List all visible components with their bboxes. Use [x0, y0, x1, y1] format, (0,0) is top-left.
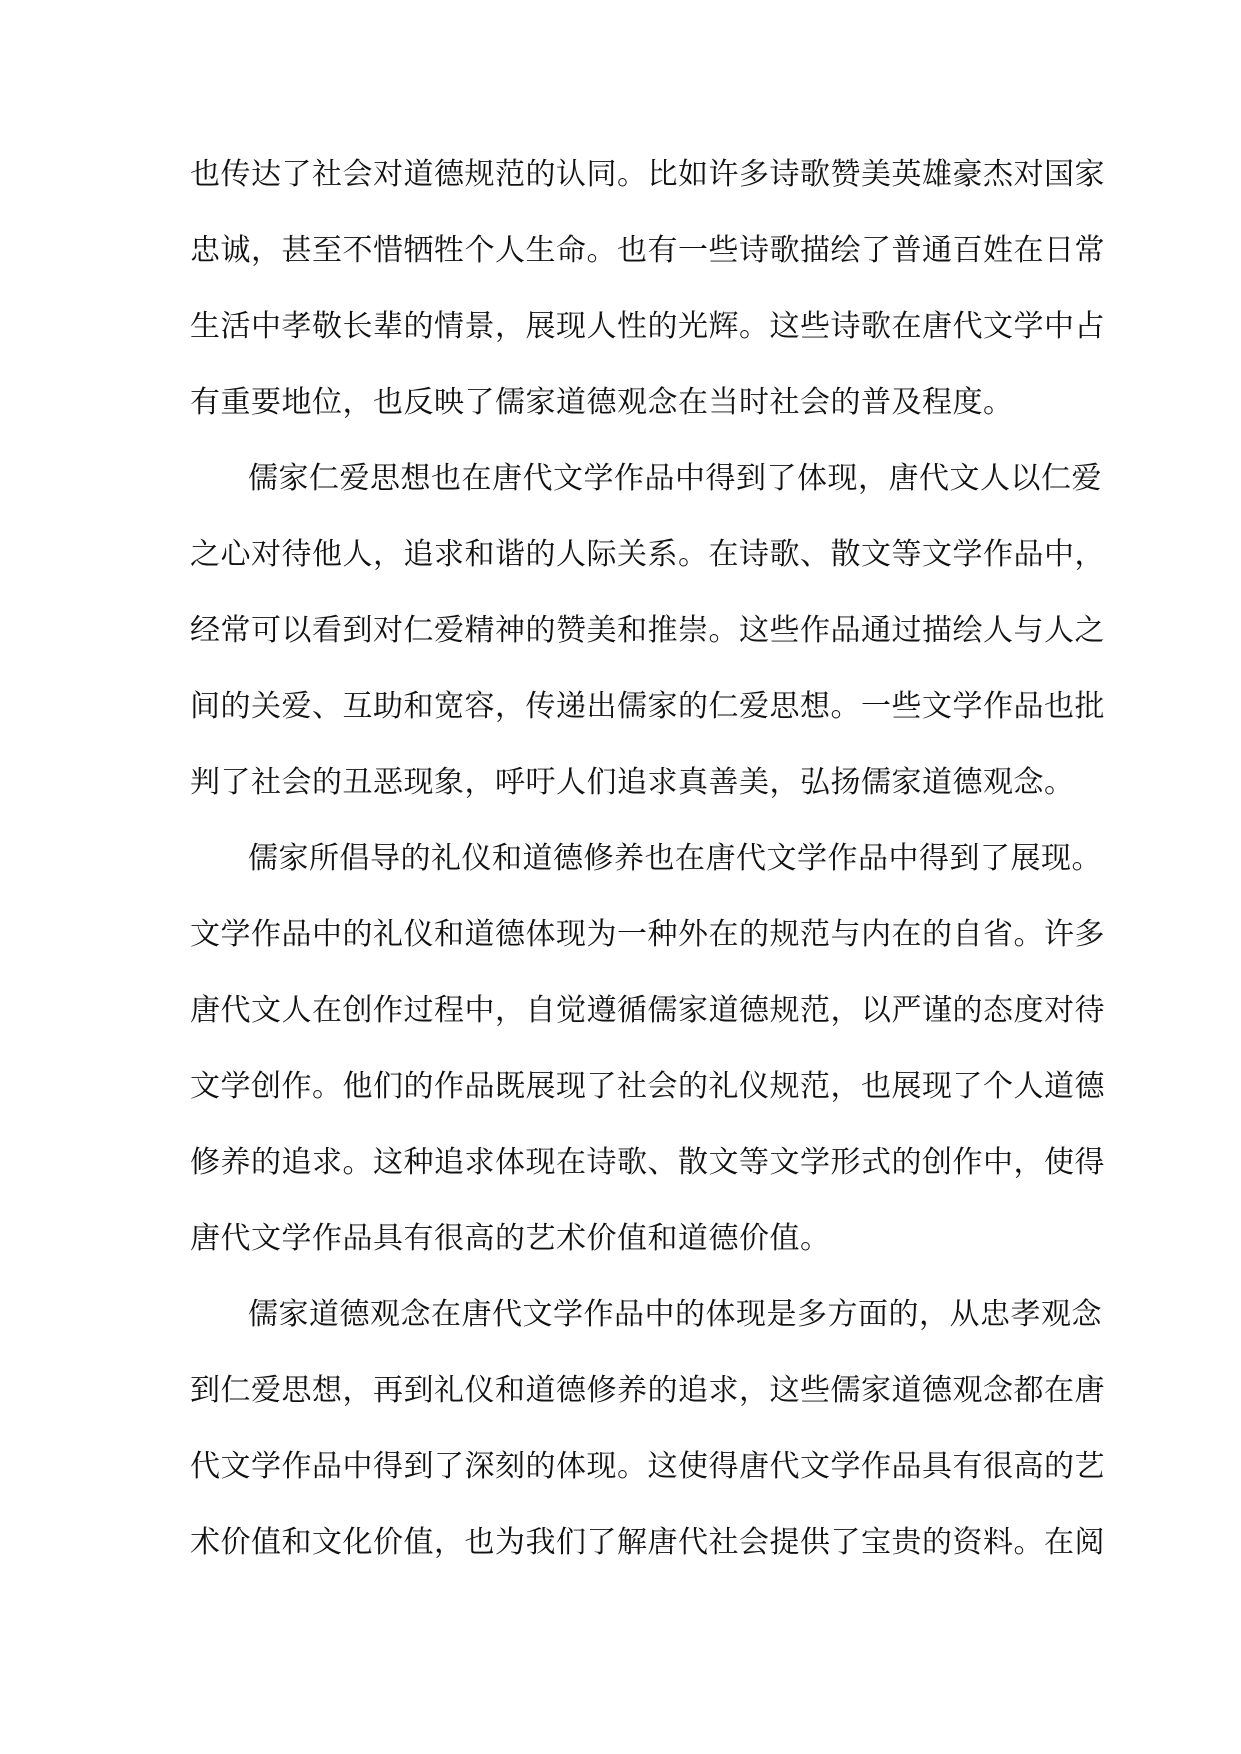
text-line: 术价值和文化价值，也为我们了解唐代社会提供了宝贵的资料。在阅: [190, 1525, 1105, 1560]
text-line: 唐代文学作品具有很高的艺术价值和道德价值。: [190, 1221, 831, 1256]
text-line: 代文学作品中得到了深刻的体现。这使得唐代文学作品具有很高的艺: [190, 1449, 1105, 1484]
text-line: 唐代文人在创作过程中，自觉遵循儒家道德规范，以严谨的态度对待: [190, 993, 1105, 1028]
text-line: 也传达了社会对道德规范的认同。比如许多诗歌赞美英雄豪杰对国家: [190, 157, 1105, 192]
text-line: 到仁爱思想，再到礼仪和道德修养的追求，这些儒家道德观念都在唐: [190, 1373, 1105, 1408]
text-line: 判了社会的丑恶现象，呼吁人们追求真善美，弘扬儒家道德观念。: [190, 765, 1075, 800]
text-line: 文学创作。他们的作品既展现了社会的礼仪规范，也展现了个人道德: [190, 1069, 1105, 1104]
text-line: 有重要地位，也反映了儒家道德观念在当时社会的普及程度。: [190, 385, 1014, 420]
body-text: [190, 145, 1105, 1589]
paragraph-start-line: 儒家仁爱思想也在唐代文学作品中得到了体现，唐代文人以仁爱: [248, 461, 1102, 496]
text-line: 生活中孝敬长辈的情景，展现人性的光辉。这些诗歌在唐代文学中占: [190, 309, 1105, 344]
text-line: 间的关爱、互助和宽容，传递出儒家的仁爱思想。一些文学作品也批: [190, 689, 1105, 724]
text-line: 经常可以看到对仁爱精神的赞美和推崇。这些作品通过描绘人与人之: [190, 613, 1105, 648]
text-line: 修养的追求。这种追求体现在诗歌、散文等文学形式的创作中，使得: [190, 1145, 1105, 1180]
text-line: 文学作品中的礼仪和道德体现为一种外在的规范与内在的自省。许多: [190, 917, 1105, 952]
paragraph-start-line: 儒家道德观念在唐代文学作品中的体现是多方面的，从忠孝观念: [248, 1297, 1102, 1332]
paragraph-start-line: 儒家所倡导的礼仪和道德修养也在唐代文学作品中得到了展现。: [248, 841, 1102, 876]
text-line: 忠诚，甚至不惜牺牲个人生命。也有一些诗歌描绘了普通百姓在日常: [190, 233, 1105, 268]
text-line: 之心对待他人，追求和谐的人际关系。在诗歌、散文等文学作品中，: [190, 537, 1105, 572]
